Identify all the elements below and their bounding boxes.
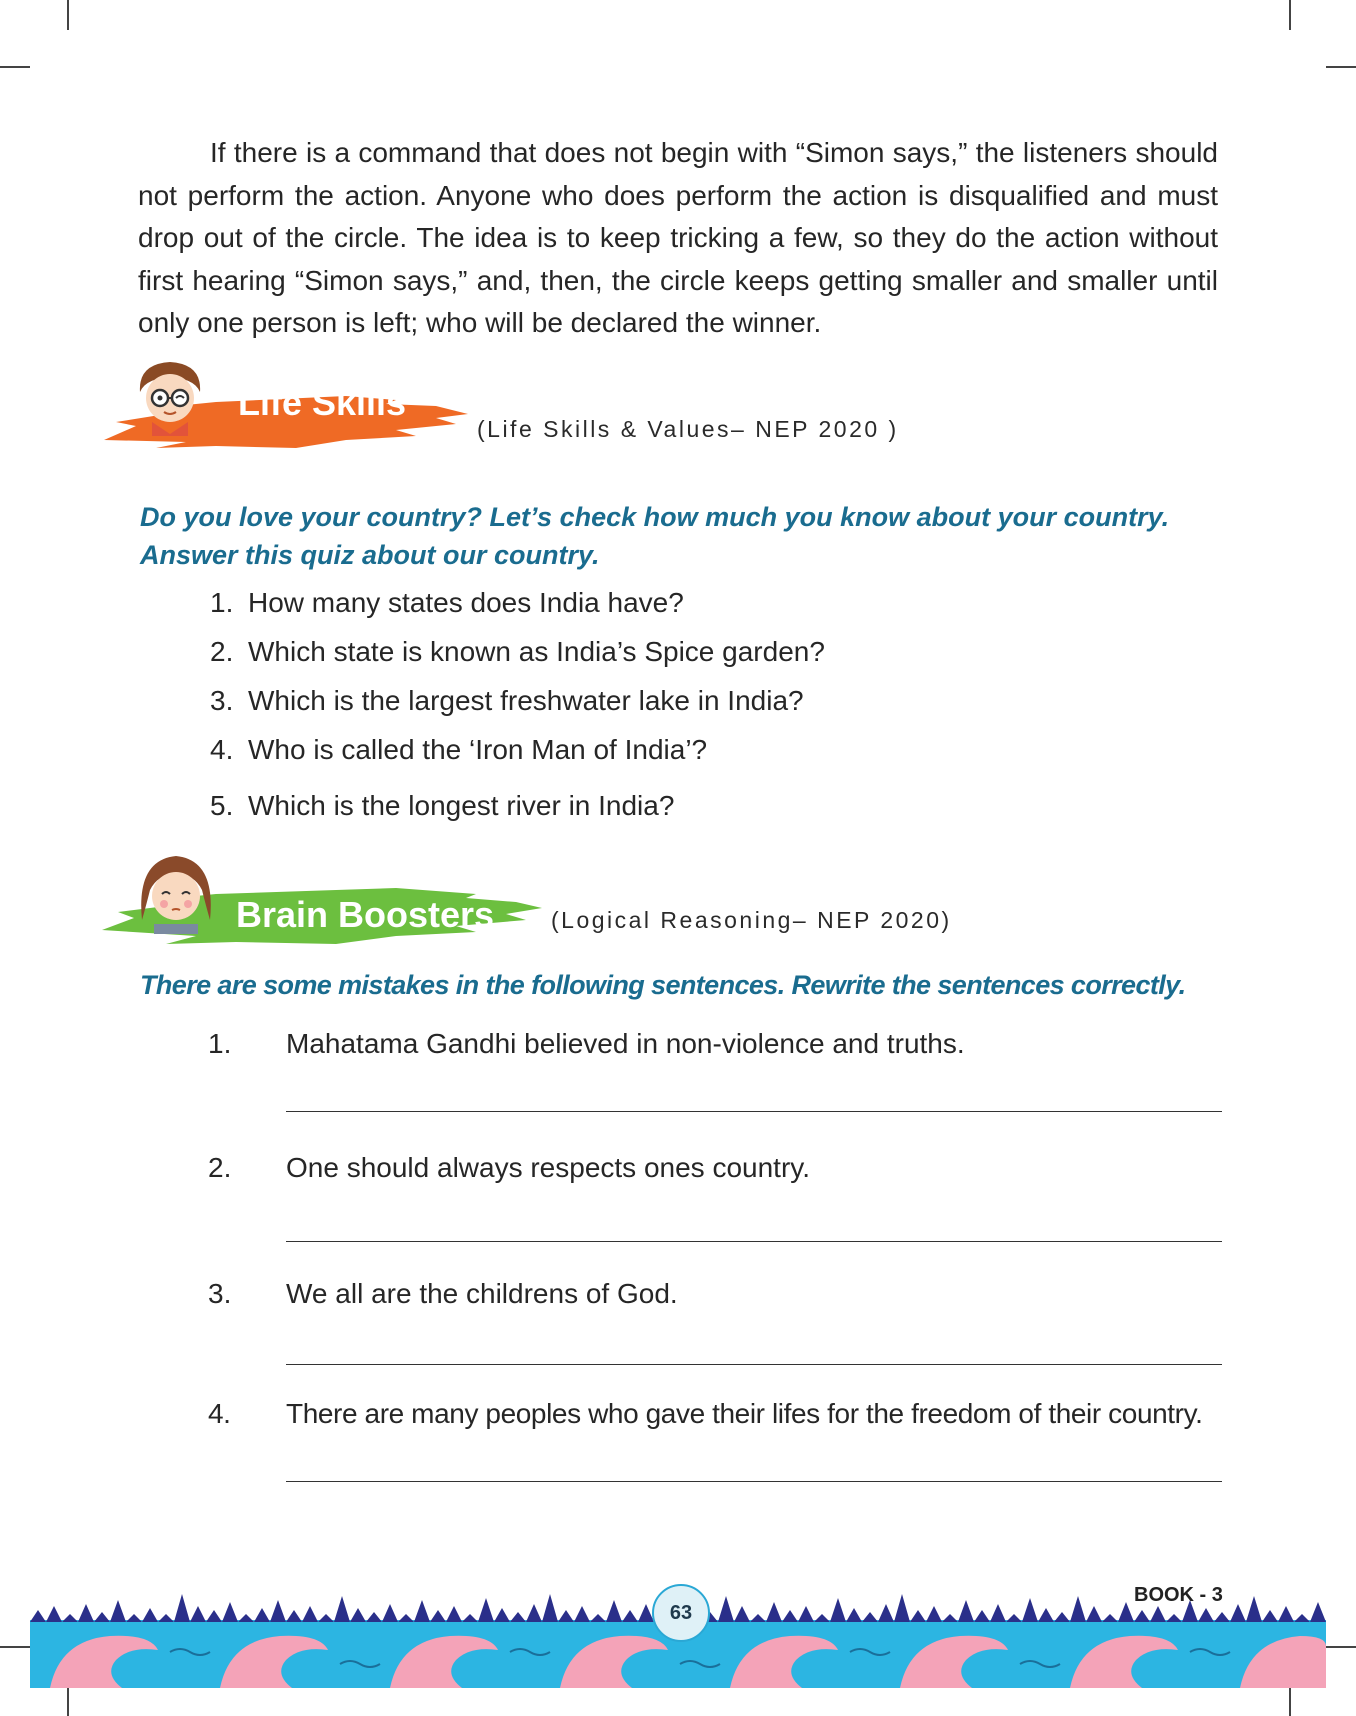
sentence-text: One should always respects ones country. <box>286 1152 810 1183</box>
crop-mark <box>0 66 30 68</box>
quiz-question: Who is called the ‘Iron Man of India’? <box>248 734 708 765</box>
intro-paragraph: If there is a command that does not begin with “Simon says,” the listeners should not perform the action. Anyone who does perform the action is disqualified and must drop out of the circle. The idea is to keep tricking a few, so they do the action without first hearing “Simon says,” and, then, the circle keeps getting smaller and smaller until only one person is left; who will be declared the winner. <box>138 137 1218 338</box>
crop-mark <box>67 1686 69 1716</box>
sentence-number: 2. <box>208 1152 232 1183</box>
quiz-question: How many states does India have? <box>248 587 684 618</box>
crop-mark <box>1289 1686 1291 1716</box>
girl-avatar-icon <box>134 850 218 934</box>
answer-line[interactable] <box>286 1364 1222 1365</box>
crop-mark <box>67 0 69 30</box>
instruction-line: Do you love your country? Let’s check how much you know about your country. <box>140 502 1170 532</box>
quiz-question: Which is the longest river in India? <box>248 790 675 821</box>
quiz-number: 2. <box>210 636 234 667</box>
sentence-number: 4. <box>208 1398 231 1429</box>
life-skills-banner <box>96 356 476 464</box>
quiz-question: Which state is known as India’s Spice garden? <box>248 636 825 667</box>
book-label: BOOK - 3 <box>1134 1584 1223 1606</box>
life-skills-note: (Life Skills & Values– NEP 2020 ) <box>477 416 899 442</box>
sentence-number: 1. <box>208 1028 232 1059</box>
quiz-number: 1. <box>210 587 234 618</box>
life-skills-instruction <box>140 498 1169 574</box>
answer-line[interactable] <box>286 1241 1222 1242</box>
crop-mark <box>1289 0 1291 30</box>
crop-mark <box>1326 1646 1356 1648</box>
life-skills-title: Life Skills <box>238 382 407 423</box>
sentence-text: We all are the childrens of God. <box>286 1278 678 1309</box>
boy-avatar-icon <box>130 356 210 436</box>
brain-boosters-instruction: There are some mistakes in the following sentences. Rewrite the sentences correctly. <box>140 970 1186 1000</box>
quiz-item <box>210 790 674 822</box>
brain-boosters-banner <box>96 850 546 956</box>
sentence-text: There are many peoples who gave their lifes for the freedom of their country. <box>286 1398 1203 1429</box>
page-number: 63 <box>652 1584 710 1642</box>
quiz-item <box>210 734 707 766</box>
quiz-item <box>210 685 804 717</box>
sentence-text: Mahatama Gandhi believed in non-violence and truths. <box>286 1028 965 1059</box>
brain-boosters-note: (Logical Reasoning– NEP 2020) <box>551 907 952 933</box>
answer-line[interactable] <box>286 1111 1222 1112</box>
sentence-number: 3. <box>208 1278 232 1309</box>
quiz-item <box>210 636 825 668</box>
crop-mark <box>1326 66 1356 68</box>
quiz-number: 3. <box>210 685 234 716</box>
brain-boosters-title: Brain Boosters <box>236 894 495 935</box>
quiz-number: 4. <box>210 734 234 765</box>
instruction-line: Answer this quiz about our country. <box>140 540 600 570</box>
quiz-number: 5. <box>210 790 234 821</box>
crop-mark <box>0 1646 30 1648</box>
quiz-item <box>210 587 684 619</box>
quiz-question: Which is the largest freshwater lake in India? <box>248 685 804 716</box>
answer-line[interactable] <box>286 1481 1222 1482</box>
